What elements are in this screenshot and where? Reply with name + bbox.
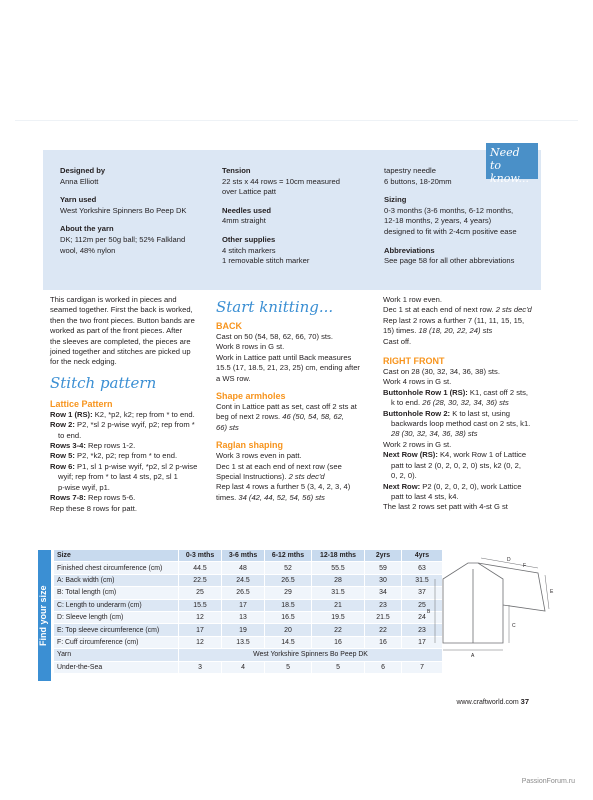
back-line: 15.5 (17, 18.5, 21, 23, 25) cm, ending after <box>216 363 360 373</box>
table-cell: 15.5 <box>179 599 222 611</box>
table-cell: D: Sleeve length (cm) <box>54 611 179 623</box>
info-heading: Abbreviations <box>384 245 435 255</box>
table-cell: 31.5 <box>312 587 365 599</box>
info-line: DK; 112m per 50g ball; 52% Falkland <box>60 234 186 244</box>
row-text: K2, *p2, k2; rep from * to end. <box>92 409 195 419</box>
front-line <box>383 367 553 377</box>
table-row <box>54 611 442 623</box>
table-row <box>54 599 442 611</box>
find-your-size-tab <box>38 550 51 681</box>
intro-line: the sleeves are completed, the pieces are <box>50 336 191 346</box>
stitch-count: 26 (28, 30, 32, 34, 36) sts <box>422 398 509 408</box>
row-text: K1, cast off 2 sts, <box>467 387 529 397</box>
front-line <box>383 492 553 502</box>
table-header <box>54 550 442 562</box>
intro-line: This cardigan is worked in pieces and <box>50 295 177 304</box>
info-line: West Yorkshire Spinners Bo Peep DK <box>60 205 187 215</box>
front-line <box>383 377 553 387</box>
right-front-instructions <box>383 367 553 513</box>
info-line: 4mm straight <box>222 216 266 226</box>
row-label: Next Row: <box>383 481 421 491</box>
need-to-know-badge: Need to know... <box>486 143 538 179</box>
shape-armholes-title: Shape armholes <box>216 391 286 402</box>
front-line <box>383 409 553 419</box>
table-cell: F: Cuff circumference (cm) <box>54 636 179 648</box>
table-cell: 55.5 <box>312 562 365 574</box>
table-cell: 22 <box>365 624 402 636</box>
table-cell: 20 <box>265 624 312 636</box>
lattice-rows <box>50 410 210 514</box>
info-heading: Designed by <box>60 166 106 175</box>
row-label: Row 1 (RS): <box>50 409 93 419</box>
table-cell: 30 <box>365 574 402 586</box>
table-cell: 5 <box>312 661 365 673</box>
row-text: patt to last 2 (0, 2, 0, 2, 0) sts, k2 (0, 2, <box>391 460 521 470</box>
spacer <box>384 238 542 246</box>
row-label: Next Row (RS): <box>383 450 438 460</box>
header-cell: 12-18 mths <box>312 550 365 562</box>
info-heading: Needles used <box>222 205 271 215</box>
table-cell: 25 <box>179 587 222 599</box>
size-table <box>54 550 442 674</box>
table-cell: 21.5 <box>365 611 402 623</box>
row-label: Row 5: <box>50 451 75 461</box>
header-cell: 3-6 mths <box>222 550 265 562</box>
pattern-row <box>50 462 210 472</box>
table-cell: 63 <box>402 562 443 574</box>
table-cell: 12 <box>179 636 222 648</box>
row-text: Rep rows 5-6. <box>85 493 136 503</box>
row-text: patt to last 4 sts, k4. <box>391 491 459 501</box>
stitch-count: 28 (30, 32, 34, 36, 38) sts <box>391 429 478 439</box>
info-line: 4 stitch markers <box>222 245 276 255</box>
row-text: k to end. <box>391 398 423 408</box>
front-line <box>383 471 553 481</box>
front-line <box>383 419 553 429</box>
table-cell: 17 <box>179 624 222 636</box>
info-line: See page 58 for all other abbreviations <box>384 256 515 266</box>
right-column <box>383 295 553 513</box>
lattice-pattern-title: Lattice Pattern <box>50 398 113 409</box>
table-cell: 16.5 <box>265 611 312 623</box>
table-cell: Under-the-Sea <box>54 661 179 673</box>
info-heading: Yarn used <box>60 195 97 205</box>
table-cell: C: Length to underarm (cm) <box>54 599 179 611</box>
table-cell: 24.5 <box>222 574 265 586</box>
table-cell: 4 <box>222 661 265 673</box>
row-text: K to last st, using <box>450 408 511 418</box>
intro-line: seamed together. First the back is worked, <box>50 305 193 315</box>
front-line <box>383 429 553 439</box>
cardigan-schematic <box>423 555 553 683</box>
row-text: Cast on 28 (30, 32, 34, 36, 38) sts. <box>383 367 500 377</box>
header-cell: Size <box>54 550 179 562</box>
table-cell: 44.5 <box>179 562 222 574</box>
table-cell: 13.5 <box>222 636 265 648</box>
row-text: K4, work Row 1 of Lattice <box>437 450 527 460</box>
table-cell: B: Total length (cm) <box>54 587 179 599</box>
back-line: a WS row. <box>216 373 251 383</box>
spacer <box>60 187 218 195</box>
label-f: F <box>523 563 527 569</box>
table-cell: 23 <box>365 599 402 611</box>
table-cell: A: Back width (cm) <box>54 574 179 586</box>
info-line: tapestry needle <box>384 166 436 175</box>
table-cell: West Yorkshire Spinners Bo Peep DK <box>179 649 443 661</box>
label-e: E <box>550 589 554 595</box>
front-line <box>383 461 553 471</box>
pattern-row <box>50 483 210 493</box>
row-text: P2, *k2, p2; rep from * to end. <box>74 451 178 461</box>
row-label: Buttonhole Row 1 (RS): <box>383 387 468 397</box>
header-cell: 2yrs <box>365 550 402 562</box>
left-column <box>50 295 210 514</box>
row-label: Buttonhole Row 2: <box>383 408 451 418</box>
info-col-2 <box>222 166 380 267</box>
pattern-row <box>50 493 210 503</box>
pattern-row <box>50 451 210 461</box>
info-heading: About the yarn <box>60 224 114 234</box>
row-label: Row 6: <box>50 461 75 471</box>
info-line: wool, 48% nylon <box>60 245 116 255</box>
table-cell: 13 <box>222 611 265 623</box>
table-cell: 26.5 <box>265 574 312 586</box>
footer <box>456 697 529 706</box>
table-cell: 16 <box>312 636 365 648</box>
table-cell: 34 <box>365 587 402 599</box>
table-cell: 12 <box>179 611 222 623</box>
row-label: Rows 3-4: <box>50 441 86 451</box>
table-cell: Finished chest circumference (cm) <box>54 562 179 574</box>
front-line <box>383 388 553 398</box>
row-text: The last 2 rows set patt with 4-st G st <box>383 502 508 512</box>
page-number: 37 <box>520 697 529 706</box>
info-line: 1 removable stitch marker <box>222 256 310 266</box>
info-line: 6 buttons, 18-20mm <box>384 176 452 186</box>
row-label: Row 2: <box>50 420 75 430</box>
table-cell: 52 <box>265 562 312 574</box>
start-knitting-title: Start knitting... <box>216 298 334 316</box>
table-cell: E: Top sleeve circumference (cm) <box>54 624 179 636</box>
back-line: Cast on 50 (54, 58, 62, 66, 70) sts. <box>216 332 333 341</box>
table-cell: 22.5 <box>179 574 222 586</box>
label-c: C <box>512 623 516 629</box>
table-cell: 22 <box>312 624 365 636</box>
info-heading: Sizing <box>384 195 407 205</box>
row-text: Work 2 rows in G st. <box>383 439 452 449</box>
info-line: 12-18 months, 2 years, 4 years) <box>384 216 492 226</box>
back-title: BACK <box>216 321 242 331</box>
back-line: Work 8 rows in G st. <box>216 342 285 352</box>
table-cell: 6 <box>365 661 402 673</box>
table-cell: 21 <box>312 599 365 611</box>
table-cell: 14.5 <box>265 636 312 648</box>
row-text: p-wise wyif, p1. <box>58 482 110 492</box>
table-cell: 37 <box>402 587 443 599</box>
intro-line: for the neck edging. <box>50 357 117 367</box>
header-cell: 0-3 mths <box>179 550 222 562</box>
table-cell: 24 <box>402 611 443 623</box>
front-line <box>383 482 553 492</box>
top-rule <box>15 120 578 121</box>
table-cell: 16 <box>365 636 402 648</box>
watermark: PassionForum.ru <box>521 778 575 785</box>
table-row <box>54 562 442 574</box>
header-cell: 4yrs <box>402 550 443 562</box>
yarn-row <box>54 649 442 661</box>
info-line: designed to fit with 2-4cm positive ease <box>384 226 517 236</box>
row-text: P1, sl 1 p-wise wyif, *p2, sl 2 p-wise <box>74 461 198 471</box>
row-text: P2, *sl 2 p-wise wyif, p2; rep from * <box>74 420 195 430</box>
pattern-row <box>50 504 210 514</box>
label-a: A <box>471 653 475 659</box>
intro-line: worked as part of the front pieces. After <box>50 326 183 336</box>
spacer <box>384 187 542 195</box>
row-text: Rep these 8 rows for patt. <box>50 503 137 513</box>
row-text: Work 4 rows in G st. <box>383 377 452 387</box>
table-cell: Yarn <box>54 649 179 661</box>
table-cell: 29 <box>265 587 312 599</box>
spacer <box>222 227 380 235</box>
table-cell: 17 <box>402 636 443 648</box>
table-cell: 31.5 <box>402 574 443 586</box>
top-instructions: Work 1 row even. Dec 1 st at each end of next row. 2 sts dec'd Rep last 2 rows a further 7 (11, 11, 15, 15, 15) times. 18 (18, 20, 22, 24) sts Cast off. <box>383 295 532 346</box>
intro-line: joined together and stitches are picked up <box>50 347 191 357</box>
stitch-pattern-title: Stitch pattern <box>50 373 157 392</box>
row-text: to end. <box>58 430 82 440</box>
footer-url[interactable]: www.craftworld.com <box>456 699 519 706</box>
right-front-title: RIGHT FRONT <box>383 356 445 367</box>
info-heading: Other supplies <box>222 234 276 244</box>
table-cell: 3 <box>179 661 222 673</box>
raglan-title: Raglan shaping <box>216 440 284 451</box>
table-cell: 17 <box>222 599 265 611</box>
table-cell: 59 <box>365 562 402 574</box>
table-cell: 5 <box>265 661 312 673</box>
colour-row <box>54 661 442 673</box>
table-cell: 26.5 <box>222 587 265 599</box>
table-cell: 23 <box>402 624 443 636</box>
intro-text <box>50 295 210 368</box>
label-d: D <box>507 557 511 563</box>
row-text: backwards loop method cast on 2 sts, k1. <box>391 419 531 429</box>
row-label: Rows 7-8: <box>50 493 86 503</box>
label-b: B <box>427 609 431 615</box>
spacer <box>60 216 218 224</box>
table-row <box>54 587 442 599</box>
table-row <box>54 624 442 636</box>
info-line: 0-3 months (3-6 months, 6-12 months, <box>384 205 514 215</box>
table-cell: 19 <box>222 624 265 636</box>
pattern-row <box>50 420 210 430</box>
table-cell: 18.5 <box>265 599 312 611</box>
middle-column <box>216 298 376 503</box>
row-text: P2 (0, 2, 0, 2, 0), work Lattice <box>420 481 522 491</box>
table-row <box>54 574 442 586</box>
info-line: Anna Elliott <box>60 176 99 186</box>
table-cell: 19.5 <box>312 611 365 623</box>
row-text: 0, 2, 0). <box>391 471 417 481</box>
pattern-row <box>50 431 210 441</box>
table-cell: 28 <box>312 574 365 586</box>
front-line <box>383 502 553 512</box>
pattern-row <box>50 441 210 451</box>
back-instructions <box>216 332 376 384</box>
table-cell: 25 <box>402 599 443 611</box>
table-row <box>54 636 442 648</box>
info-col-3 <box>384 166 542 267</box>
find-your-size-label: Find your size <box>38 585 48 646</box>
sleeve-outline <box>478 563 545 611</box>
shape-instructions: Cont in Lattice patt as set, cast off 2 sts at beg of next 2 rows. 46 (50, 54, 58, 62, 66) sts <box>216 402 357 432</box>
info-line: over Lattice patt <box>222 187 277 197</box>
spacer <box>222 198 380 206</box>
front-line <box>383 440 553 450</box>
back-line: Work in Lattice patt until Back measures <box>216 352 352 362</box>
front-line <box>383 450 553 460</box>
header-cell: 6-12 mths <box>265 550 312 562</box>
row-text: Rep rows 1-2. <box>85 441 136 451</box>
pattern-row <box>50 472 210 482</box>
table-cell: 7 <box>402 661 443 673</box>
info-heading: Tension <box>222 166 251 175</box>
info-col-1 <box>60 166 218 256</box>
raglan-instructions: Work 3 rows even in patt. Dec 1 st at each end of next row (see Special Instructions). 2 sts dec'd Rep last 4 rows a further 5 (3, 4, 2, 3, 4) times. 34 (42, 44, 52, 54, 56) sts <box>216 451 351 502</box>
info-line: 22 sts x 44 rows = 10cm measured <box>222 176 340 186</box>
row-text: wyif; rep from * to last 4 sts, p2, sl 1 <box>58 472 178 482</box>
pattern-row <box>50 410 210 420</box>
intro-line: then the two front pieces. Button bands are <box>50 315 195 325</box>
front-line <box>383 398 553 408</box>
table-cell: 48 <box>222 562 265 574</box>
